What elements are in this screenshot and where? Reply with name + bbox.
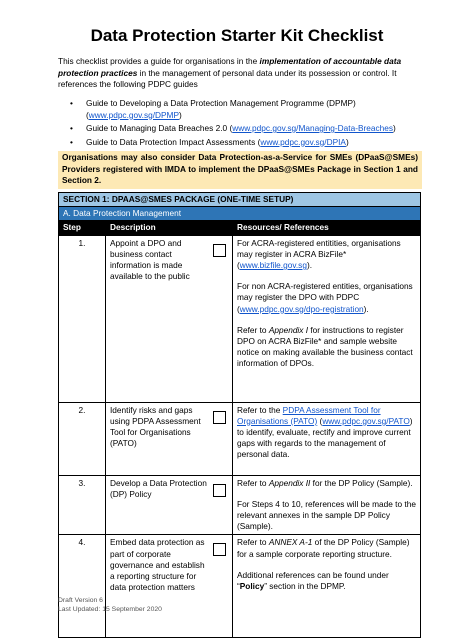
guide-link-data-breaches[interactable]: www.pdpc.gov.sg/Managing-Data-Breaches [232,123,394,133]
guide-item: • Guide to Managing Data Breaches 2.0 (www.pdpc.gov.sg/Managing-Data-Breaches) [70,123,430,135]
intro-text-2: in the management of personal data under its possession or control. It references the following PDPC guides [58,67,397,89]
step-description: Embed data protection as part of corporate governance and establish a reporting structure for data protection matters [110,537,205,593]
step-description-cell [106,402,233,475]
guide-link-dpia[interactable]: www.pdpc.gov.sg/DPIA [260,136,346,147]
step-checkbox[interactable] [213,244,226,257]
guide-list [70,98,430,150]
dpaas-note: Organisations may also consider Data Protection-as-a-Service for SMEs (DPaaS@SMEs) Providers registered with IMDA to implement the DPaaS@SMEs Package in Section 1 and Section 2. [58,151,422,189]
step-description: Develop a Data Protection (DP) Policy [110,477,207,499]
pato-tool-link[interactable]: PDPA Assessment Tool for Organisations (PATO) [237,404,381,426]
step-description-cell [106,535,233,638]
bizfile-link[interactable]: www.bizfile.gov.sg [239,260,307,271]
step-number: 3. [59,475,106,535]
step-description: Identify risks and gaps using PDPA Assessment Tool for Organisations (PATO) [110,404,201,449]
dpo-registration-link[interactable]: www.pdpc.gov.sg/dpo-registration [239,303,364,314]
step-number: 1. [59,235,106,402]
intro-text-1: This checklist provides a guide for organisations in the [58,56,260,66]
pato-url-link[interactable]: www.pdpc.gov.sg/PATO [322,415,410,426]
step-checkbox[interactable] [213,543,226,556]
step-description: Appoint a DPO and business contact information is made available to the public [110,237,190,282]
column-header-description: Description [106,221,233,235]
subsection-heading: A. Data Protection Management [59,207,421,221]
column-header-step: Step [59,221,106,235]
resources-cell: Refer to the PDPA Assessment Tool for Organisations (PATO) (www.pdpc.gov.sg/PATO) to identify, evaluate, rectify and improve current gaps with regards to the management of personal data. [233,402,421,475]
checklist-table [58,192,421,638]
table-row [59,535,421,638]
step-description-cell [106,475,233,535]
step-checkbox[interactable] [213,484,226,497]
page-footer [58,596,162,614]
table-row [59,475,421,535]
guide-item: • Guide to Developing a Data Protection Management Programme (DPMP) (www.pdpc.gov.sg/DPMP) [70,98,430,121]
step-number: 4. [59,535,106,638]
section-heading: SECTION 1: DPAAS@SMES PACKAGE (ONE-TIME SETUP) [59,193,421,207]
resources-cell: For ACRA-registered entitities, organisations may register in ACRA BizFile* (www.bizfile.gov.sg). For non ACRA-registered entities, organisations may register the DPO with PDPC (www.pdpc.gov.sg/dpo-registration). Refer to Appendix I for instructions to register DPO on ACRA BizFile* and sample website notice on making available the business contact information of DPOs. [233,235,421,402]
intro-emphasis: implementation of accountable data protection practices [58,56,402,78]
last-updated: Last Updated: 15 September 2020 [58,606,162,613]
step-number: 2. [59,402,106,475]
guide-link-dpmp[interactable]: www.pdpc.gov.sg/DPMP [88,109,179,120]
table-row [59,402,421,475]
table-row [59,235,421,402]
resources-cell: Refer to ANNEX A-1 of the DP Policy (Sample) for a sample corporate reporting structure. Additional references can be found under “Policy” section in the DPMP. [233,535,421,638]
intro-paragraph [58,56,428,91]
page-title: Data Protection Starter Kit Checklist [90,26,384,45]
step-checkbox[interactable] [213,411,226,424]
resources-cell: Refer to Appendix II for the DP Policy (Sample). For Steps 4 to 10, references will be made to the relevant annexes in the sample DP Policy (Sample). [233,475,421,535]
draft-version: Draft Version 6 [58,597,103,604]
guide-item: • Guide to Data Protection Impact Assessments (www.pdpc.gov.sg/DPIA) [70,137,430,149]
step-description-cell [106,235,233,402]
column-header-resources: Resources/ References [233,221,421,235]
